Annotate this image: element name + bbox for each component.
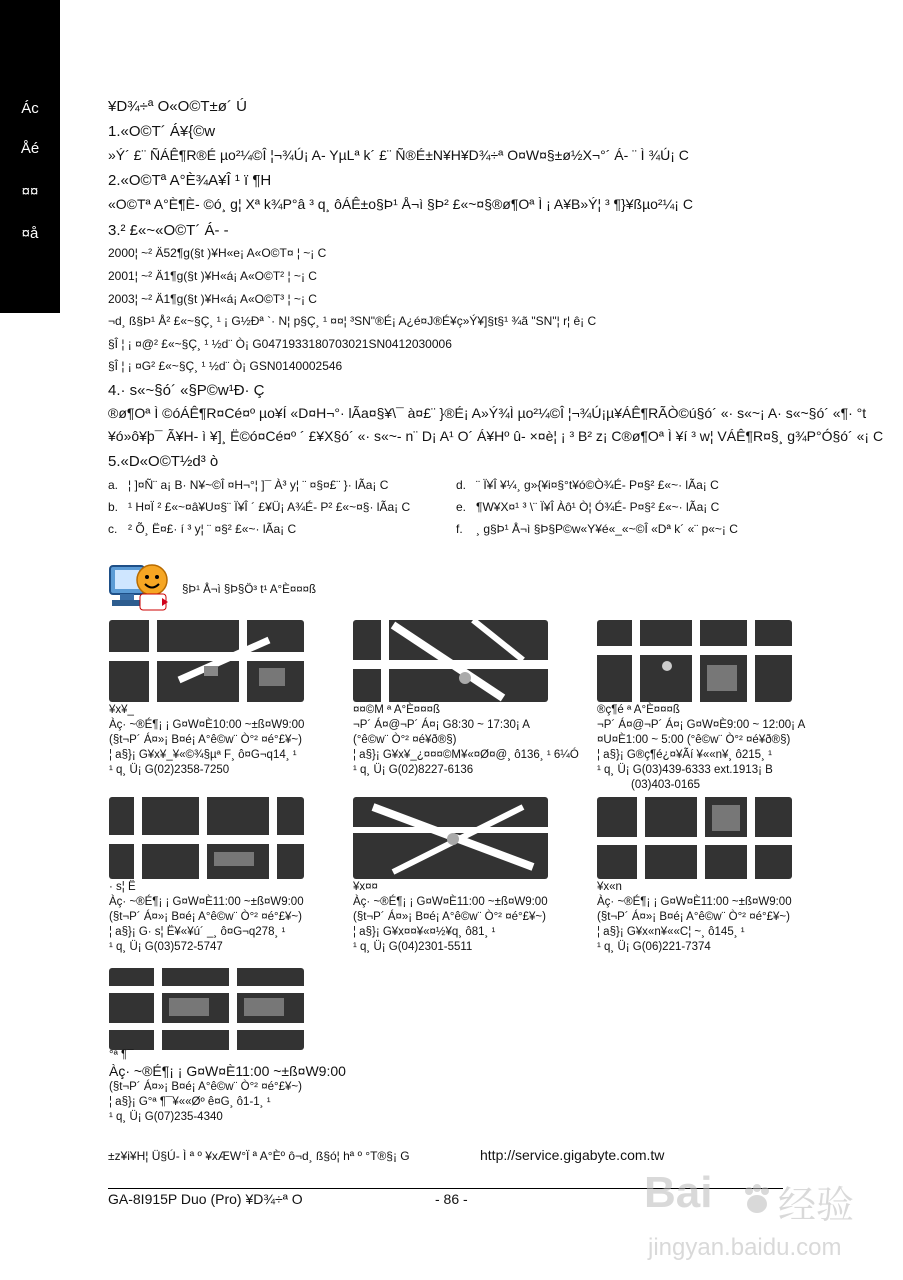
serial-format-1: §Î ¦ ¡ ¤@² £«~§Ç¸ ¹ ½d¨ Ò¡ G0471933180703021SN0412030006 <box>108 337 452 351</box>
center-hours-note: (§t¬P´ Á¤»¡ B¤é¡ A°ê©w¨ Ò°² ¤é°£¥~) <box>597 911 790 923</box>
center-phone: ¹ q¸ Ü¡ G(03)439-6333 ext.1913¡ B <box>597 764 773 776</box>
center-address: ¦ a§}¡ G°ª ¶¯¥««Øº ê¤G¸ ô1-1¸ ¹ <box>109 1096 271 1108</box>
warranty-line: 2003¦ ~² Ä1¶g(§t )¥H«á¡ A«O©T³ ¦ ~¡ C <box>108 292 317 306</box>
center-hours-note: (§t¬P´ Á¤»¡ B¤é¡ A°ê©w¨ Ò°² ¤é°£¥~) <box>109 734 302 746</box>
baidu-watermark <box>644 1168 894 1274</box>
map-tainan <box>597 797 792 879</box>
center-phone-alt: (03)403-0165 <box>631 779 701 791</box>
center-hours-note: (°ê©w¨ Ò°² ¤é¥ð®§) <box>353 734 457 746</box>
section-4-heading: 4.· s«~§ó´ «§P©w¹Ð· Ç <box>108 382 265 399</box>
center-name: ¤¤©M ª A°È¤¤¤ß <box>353 704 441 716</box>
list-item: ¹ H¤Ï ² £«~¤â¥U¤§¨ Ï¥Î ´ £¥Ü¡ A¾É- P² £«~¤§· lÃa¡ C <box>128 500 411 514</box>
list-item-label: f. <box>456 522 463 536</box>
center-hours-note: ¤U¤È1:00 ~ 5:00 (°ê©w¨ Ò°² ¤é¥ð®§) <box>597 734 791 746</box>
center-address: ¦ a§}¡ G· s¦ Ë¥«¥ú´ _¸ ô¤G¬q278¸ ¹ <box>109 926 286 938</box>
center-address: ¦ a§}¡ G¥x¥_¿¤¤¤©M¥«¤Ø¤@¸ ô136¸ ¹ 6¼Ó <box>353 749 579 761</box>
section-2-body: «O©Tª A°È¶È- ©ó¸ g¦ Xª k¾P°â ³ q¸ ôÁÊ±o§Þ¹ Å¬ì §Þ² £«~¤§®ø¶Oª Ì ¡ A¥B»Ý¦ ³ ¶}¥ßµo²¼¡ C <box>108 196 693 212</box>
map-zhonghe <box>353 620 548 702</box>
sidebar-item-3: ¤¤ <box>21 183 39 200</box>
watermark-url: jingyan.baidu.com <box>648 1234 842 1261</box>
list-item: ¦ ]¤Ñ¨ a¡ B· N¥~©Î ¤H¬°¦ ]¯ À³ y¦ ¨ ¤§¤£¨ }· lÃa¡ C <box>128 478 389 492</box>
center-name: ®ç¶é ª A°È¤¤¤ß <box>597 704 680 716</box>
list-item-label: b. <box>108 500 119 514</box>
service-center-card <box>353 880 548 955</box>
page-title: ¥D¾÷ª O«O©T±ø´ Ú <box>108 98 247 115</box>
center-hours: ¬P´ Á¤@¬P´ Á¤¡ G¤W¤È9:00 ~ 12:00¡ A <box>597 719 806 731</box>
center-address: ¦ a§}¡ G¥x¤¤¥«¤½¥q¸ ô81¸ ¹ <box>353 926 496 938</box>
section-2-heading: 2.«O©Tª A°È¾A¥Î ¹ ï ¶H <box>108 172 272 189</box>
service-center-card <box>353 703 579 778</box>
map-taichung <box>353 797 548 879</box>
list-item: ¶W¥X¤¹ ³ \¨ Ï¥Î Àô¹ Ò¦ Ó¾É- P¤§² £«~· lÃa¡ C <box>476 500 720 514</box>
serial-format-2: §Î ¦ ¡ ¤G² £«~§Ç¸ ¹ ½d¨ Ò¡ GSN0140002546 <box>108 359 343 373</box>
service-url-link[interactable]: http://service.gigabyte.com.tw <box>480 1147 665 1163</box>
footer-model: GA-8I915P Duo (Pro) ¥D¾÷ª O <box>108 1191 303 1207</box>
center-address: ¦ a§}¡ G¥x¥_¥«©¾§µª F¸ ô¤G¬q14¸ ¹ <box>109 749 297 761</box>
footer-note: ±z¥i¥H¦ Ü§Ú- Ì ª º ¥xÆW°Ï ª A°Èº ô¬d¸ ß§ó¦ hª º °T®§¡ G <box>108 1149 410 1163</box>
list-item: ² Õ¸ Ë¤£· í ³ y¦ ¨ ¤§² £«~· lÃa¡ C <box>128 522 297 536</box>
service-center-card <box>597 880 792 955</box>
sidebar-item-4: ¤å <box>21 225 39 242</box>
center-hours: Àç· ~®É¶¡ ¡ G¤W¤È11:00 ~±ß¤W9:00 <box>109 1063 346 1079</box>
center-phone: ¹ q¸ Ü¡ G(02)2358-7250 <box>109 764 230 776</box>
center-hours: ¬P´ Á¤@¬P´ Á¤¡ G8:30 ~ 17:30¡ A <box>353 719 530 731</box>
service-center-card <box>109 1048 346 1125</box>
service-center-card <box>109 703 304 778</box>
list-item-label: d. <box>456 478 467 492</box>
center-address: ¦ a§}¡ G¥x«n¥««C¦ ~¸ ô145¸ ¹ <box>597 926 745 938</box>
list-item-label: c. <box>108 522 118 536</box>
section-4-body-line: ®ø¶Oª Ì ©óÁÊ¶R¤Cé¤º µo¥Í «D¤H¬°· lÃa¤§¥\¯ à¤£¨ }®É¡ A»Ý¾Ì µo²¼©Î ¦¬¾Ú¡µ¥ÁÊ¶RÃÒ©ú§ó´ «· s«~¡ A· s«~§ó´ «¶· °t <box>108 405 867 421</box>
center-name: °ª ¶¯ <box>109 1049 134 1061</box>
map-hsinchu <box>109 797 304 879</box>
center-name: · s¦ Ë <box>109 881 136 893</box>
paw-icon <box>740 1182 774 1216</box>
section-1-heading: 1.«O©T´ Á¥{©w <box>108 123 216 140</box>
list-item-label: e. <box>456 500 467 514</box>
center-hours: Àç· ~®É¶¡ ¡ G¤W¤È11:00 ~±ß¤W9:00 <box>353 896 548 908</box>
sidebar-item-1: Ác <box>21 100 39 117</box>
center-phone: ¹ q¸ Ü¡ G(06)221-7374 <box>597 941 711 953</box>
mascot-illustration <box>108 560 174 612</box>
center-hours-note: (§t¬P´ Á¤»¡ B¤é¡ A°ê©w¨ Ò°² ¤é°£¥~) <box>109 1081 302 1093</box>
section-1-body: »Ý´ £¨ ÑÁÊ¶R®É µo²¼©Î ¦¬¾Ú¡ A- YµLª k´ £¨ Ñ®É±N¥H¥D¾÷ª O¤W¤§±ø½X¬°´ Á- ¨ Ì ¾Ú¡ C <box>108 147 689 163</box>
center-phone: ¹ q¸ Ü¡ G(07)235-4340 <box>109 1111 223 1123</box>
warranty-line: 2001¦ ~² Ä1¶g(§t )¥H«á¡ A«O©T² ¦ ~¡ C <box>108 269 317 283</box>
service-center-caption: §Þ¹ Å¬ì §Þ§Ö³ t¹ A°È¤¤¤ß <box>182 584 317 596</box>
center-name: ¥x¤¤ <box>353 881 378 893</box>
center-name: ¥x«n <box>597 881 622 893</box>
warranty-line: 2000¦ ~² Ä52¶g(§t )¥H«e¡ A«O©T¤ ¦ ~¡ C <box>108 246 327 260</box>
center-hours: Àç· ~®É¶¡ ¡ G¤W¤È10:00 ~±ß¤W9:00 <box>109 719 305 731</box>
map-taoyuan <box>597 620 792 702</box>
center-hours-note: (§t¬P´ Á¤»¡ B¤é¡ A°ê©w¨ Ò°² ¤é°£¥~) <box>353 911 546 923</box>
center-hours-note: (§t¬P´ Á¤»¡ B¤é¡ A°ê©w¨ Ò°² ¤é°£¥~) <box>109 911 302 923</box>
map-kaohsiung <box>109 968 304 1050</box>
center-phone: ¹ q¸ Ü¡ G(02)8227-6136 <box>353 764 474 776</box>
list-item: ¨ Ï¥Î ¥¼¸ g»{¥i¤§°t¥ó©Ò¾É- P¤§² £«~· lÃa¡ C <box>476 478 719 492</box>
serial-lookup-note: ¬d¸ ß§Þ¹ Å² £«~§Ç¸ ¹ ¡ G½Ðª `· N¦ p§Ç¸ ¹ ¤¤¦ ³SN"®É¡ A¿é¤J®É¥ç»Ý¥]§t§¹ ¾ã "SN"¦ r¦ ê¡ C <box>108 314 597 328</box>
watermark-logo: Bai <box>644 1168 713 1217</box>
section-4-body-line: ¥ó»ô¥þ¯ Ã¥H- ì ¥]¸ Ë©ó¤Cé¤º ´ £¥X§ó´ «· s«~- n¨ D¡ A¹ O´ Á¥Hº û- ×¤è¦ ¡ ³ B² z¡ C®ø¶Oª Ì ¥í ³ w¦ VÁÊ¶R¤§¸ g¾P°Ó§ó´ «¡ C <box>108 428 884 444</box>
section-5-heading: 5.«D«O©T½d³ ò <box>108 453 219 470</box>
center-address: ¦ a§}¡ G®ç¶é¿¤¥Ãí ¥««n¥¸ ô215¸ ¹ <box>597 749 772 761</box>
chapter-sidebar <box>0 0 60 313</box>
service-center-card <box>597 703 805 793</box>
center-phone: ¹ q¸ Ü¡ G(03)572-5747 <box>109 941 223 953</box>
center-name: ¥x¥_ <box>109 704 134 716</box>
watermark-logo-cn: 经验 <box>778 1185 855 1227</box>
center-hours: Àç· ~®É¶¡ ¡ G¤W¤È11:00 ~±ß¤W9:00 <box>597 896 792 908</box>
map-taipei <box>109 620 304 702</box>
service-center-card <box>109 880 304 955</box>
page-number: - 86 - <box>435 1191 468 1207</box>
center-phone: ¹ q¸ Ü¡ G(04)2301-5511 <box>353 941 473 953</box>
center-hours: Àç· ~®É¶¡ ¡ G¤W¤È11:00 ~±ß¤W9:00 <box>109 896 304 908</box>
sidebar-item-2: Åé <box>20 140 40 157</box>
list-item: ¸ g§Þ¹ Å¬ì §Þ§P©w«Y¥é«_«~©Î «Dª k´ «¨ p«~¡ C <box>476 522 738 536</box>
list-item-label: a. <box>108 478 119 492</box>
section-3-heading: 3.² £«~«O©T´ Á- - <box>108 222 229 239</box>
